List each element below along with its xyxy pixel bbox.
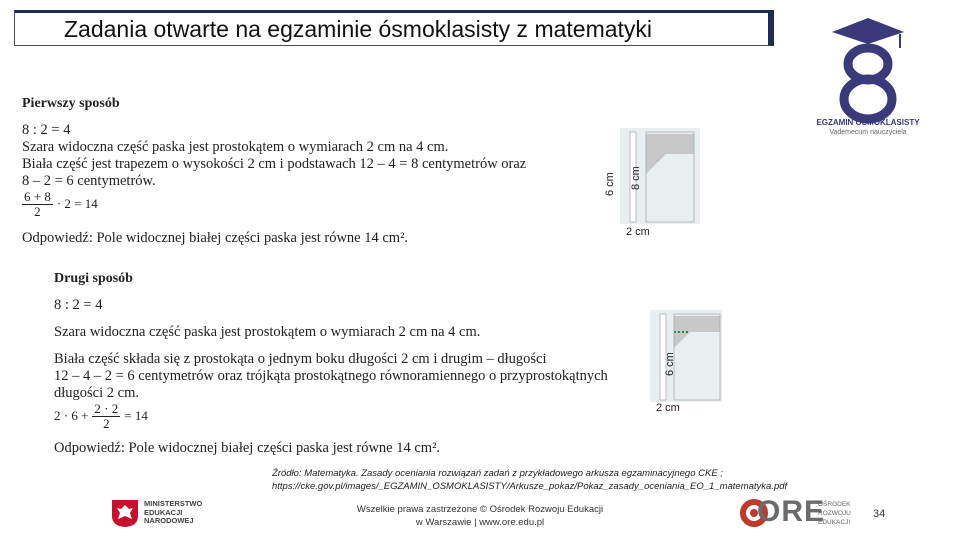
- method2-frac-den: 2: [103, 416, 110, 431]
- method2-line2: Szara widoczna część paska jest prostokątem o wymiarach 2 cm na 4 cm.: [54, 324, 481, 340]
- source-line1: Źródło: Matematyka. Zasady oceniania rozwiązań zadań z przykładowego arkusza egzaminacyjnego CKE ;: [272, 468, 723, 479]
- slide-title: Zadania otwarte na egzaminie ósmoklasisty z matematyki: [64, 16, 653, 42]
- method1-frac-rest: · 2 = 14: [56, 196, 98, 212]
- method1-frac-num: 6 + 8: [24, 189, 51, 204]
- method2-frac-num: 2 · 2: [94, 401, 119, 416]
- method2-formula: [54, 402, 148, 431]
- method2-line1: 8 : 2 = 4: [54, 297, 103, 313]
- footer-rights-line2[interactable]: w Warszawie | www.ore.edu.pl: [415, 517, 545, 528]
- eagle-emblem-icon: [110, 498, 140, 528]
- ore-logo-text: ORE: [757, 495, 826, 528]
- page-number: 34: [873, 508, 886, 520]
- ministry-line1: MINISTERSTWO: [144, 499, 203, 508]
- svg-text:·: ·: [656, 157, 659, 164]
- method1-answer: Odpowiedź: Pole widocznej białej części paska jest równe 14 cm².: [22, 230, 409, 246]
- method2-line5: długości 2 cm.: [54, 385, 139, 401]
- method2-heading: Drugi sposób: [54, 271, 133, 286]
- ministry-logo: [110, 498, 140, 533]
- ore-name-line3: EDUKACJI: [818, 519, 851, 526]
- method2-line3: Biała część składa się z prostokąta o jednym boku długości 2 cm i drugim – długości: [54, 351, 547, 367]
- method1-line4: 8 – 2 = 6 centymetrów.: [22, 173, 156, 189]
- ore-name-line1: OŚRODEK: [818, 501, 851, 508]
- method2-formula-lead: 2 · 6 +: [54, 408, 89, 424]
- method1-formula: [22, 190, 98, 219]
- method1-label-inner: 8 cm: [630, 166, 642, 190]
- footer-rights: [330, 503, 630, 529]
- method1-line1: 8 : 2 = 4: [22, 122, 71, 138]
- ministry-line2: EDUKACJI: [144, 507, 183, 517]
- ore-name-line2: ROZWOJU: [818, 510, 851, 517]
- method2-line4: 12 – 4 – 2 = 6 centymetrów oraz trójkąta prostokątnego równoramiennego o przyprostokątnych: [54, 368, 608, 384]
- strip-with-triangle-figure: [650, 310, 722, 402]
- logo-name: EGZAMIN ÓSMOKLASISTY: [816, 118, 920, 127]
- logo-subtitle: Vademecum nauczyciela: [829, 129, 907, 136]
- method2-answer: Odpowiedź: Pole widocznej białej części paska jest równe 14 cm².: [54, 440, 441, 456]
- method1-frac-den: 2: [34, 204, 41, 219]
- method1-line2: Szara widoczna część paska jest prostokątem o wymiarach 2 cm na 4 cm.: [22, 139, 449, 155]
- method1-label-outer: 6 cm: [604, 172, 616, 196]
- method1-heading: Pierwszy sposób: [22, 96, 120, 111]
- source-link[interactable]: https://cke.gov.pl/images/_EGZAMIN_OSMOKLASISTY/Arkusze_pokaz/Pokaz_zasady_oceniania_EO_1_matematyka.pdf: [272, 481, 788, 492]
- method2-frac-rest: = 14: [124, 408, 148, 424]
- ministry-name: [144, 500, 202, 526]
- footer-rights-line1: Wszelkie prawa zastrzeżone © Ośrodek Rozwoju Edukacji: [356, 504, 604, 515]
- method2-label-side: 6 cm: [664, 352, 676, 376]
- method2-figure: [650, 310, 722, 402]
- method2-label-bottom: 2 cm: [656, 402, 680, 414]
- method1-label-bottom: 2 cm: [626, 226, 650, 238]
- ore-name: [818, 500, 851, 527]
- ministry-line3: NARODOWEJ: [144, 516, 194, 525]
- method1-line3: Biała część jest trapezem o wysokości 2 cm i podstawach 12 – 4 = 8 centymetrów oraz: [22, 156, 527, 172]
